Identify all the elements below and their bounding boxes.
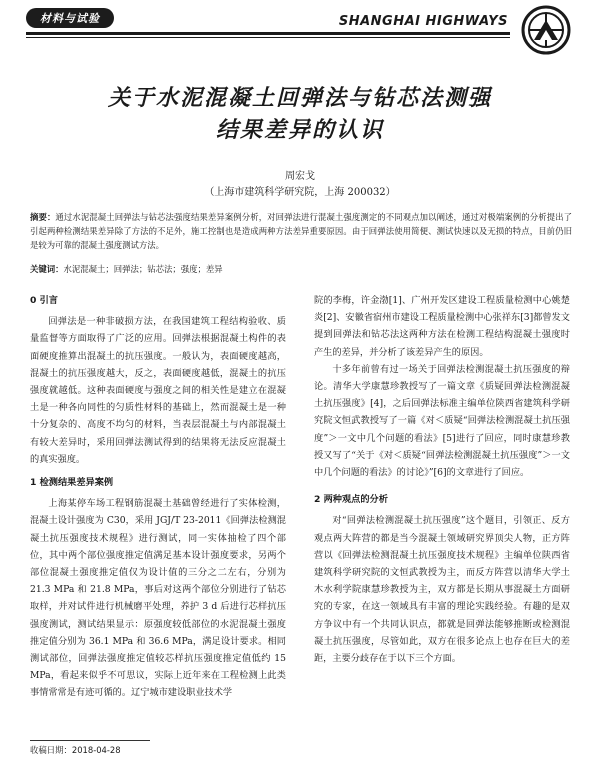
header-rule (26, 32, 510, 35)
section-badge: 材料与试验 (26, 8, 114, 28)
title-line-1: 关于水泥混凝土回弹法与钻芯法测强 (107, 85, 492, 111)
paragraph: 上海某停车场工程钢筋混凝土基础曾经进行了实体检测，混凝土设计强度为 C30，采用 JGJ/T 23-2011《回弹法检测混凝土抗压强度技术规程》进行测试，同一实体抽检了四个部位，其中两个部位强度推定值满足基本设计强度要求，另两个部位混凝土强度推定值仅为设计值的三分之二左右，分别为 21.3 MPa 和 21.8 MPa，事后对这两个部位分别进行了钻芯取样，并对试件进行机械磨平处理，养护 3 d 后进行芯样抗压强度测试，测试结果显示：原强度较低部位的水泥混凝土强度推定值分别为 36.1 MPa 和 36.6 MPa，满足设计要求。相同测试部位，回弹法强度推定值较芯样抗压强度推定值低约 15 MPa，看起来似乎不可思议，实际上近年来在工程检测上此类事情常常是有迹可循的。辽宁城市建设职业技术学 (30, 498, 286, 699)
keywords-label: 关键词： (30, 264, 64, 274)
section-heading: 2 两种观点的分析 (314, 494, 388, 506)
section-heading: 0 引言 (30, 295, 58, 306)
right-column (314, 292, 570, 667)
abstract (30, 210, 572, 252)
affiliation: （上海市建筑科学研究院，上海 200032） (204, 187, 396, 198)
paragraph: 回弹法是一种非破损方法，在我国建筑工程结构验收、质量监督等方面取得了广泛的应用。回弹法根据混凝土构件的表面硬度推算出混凝土的抗压强度。一般认为，表面硬度越高，混凝土的抗压强度越大，反之，表面硬度越低，混凝土的抗压强度就越低。这种表面硬度与强度之间的相关性是建立在混凝土是一种各向同性的匀质性材料的基础上，然而混凝土是一种十分复杂的、高度不均匀的材料，当表层混凝土与内部混凝土有较大差异时，采用回弹法测试得到的结果将无法反应混凝土的真实强度。 (30, 316, 286, 465)
left-column (30, 292, 286, 702)
paragraph: 院的李梅，许金渤[1]、广州开发区建设工程质量检测中心姚楚炎[2]、安徽省宿州市建设工程质量检测中心张祥东[3]都曾发文提到回弹法和钻芯法这两种方法在检测工程结构混凝土强度时产生的差异，并分析了该差异产生的原因。 (314, 295, 570, 358)
journal-logo-icon (520, 4, 572, 56)
received-date: 收稿日期：2018-04-28 (30, 745, 121, 755)
journal-header (0, 0, 600, 50)
abstract-label: 摘要： (30, 212, 56, 222)
footnote-rule (30, 740, 150, 741)
section-heading: 1 检测结果差异案例 (30, 477, 114, 489)
abstract-text: 通过水泥混凝土回弹法与钻芯法强度结果差异案例分析，对回弹法进行混凝土强度测定的不同观点加以阐述，通过对极端案例的分析提出了引起两种检测结果差异除了方法的不足外，施工控制也是造成两种方法差异重要原因。由于回弹法使用简便、测试快速以及无损的特点，目前仍旧是较为可靠的混凝土强度测试方法。 (30, 212, 573, 250)
title-line-2: 结果差异的认识 (215, 117, 384, 143)
journal-name: SHANGHAI HIGHWAYS (335, 14, 512, 29)
author: 周宏戈 (285, 171, 315, 182)
keywords (30, 262, 572, 276)
keywords-text: 水泥混凝土；回弹法；钻芯法；强度；差异 (63, 264, 223, 274)
article-title (0, 82, 600, 146)
header-rule-thin (26, 37, 510, 38)
paragraph: 对“回弹法检测混凝土抗压强度”这个题目，引领正、反方观点两大阵营的都是当今混凝土领域研究界顶尖人物，正方阵营以《回弹法检测混凝土抗压强度技术规程》主编单位陕西省建筑科学研究院的文恒武教授为主，而反方阵营以清华大学土木水利学院康慧珍教授为主，双方都是长期从事混凝土方面研究的专家，在这一领域具有丰富的理论实践经验。有趣的是双方争议中有一个共同认识点，都就是回弹法能够推断或检测混凝土抗压强度，尽管如此，双方在很多论点上也存在巨大的差距，主要分歧存在于以下三个方面。 (314, 515, 570, 665)
paragraph: 十多年前曾有过一场关于回弹法检测混凝土抗压强度的辩论。清华大学康慧珍教授写了一篇文章《质疑回弹法检测混凝土抗压强度》[4]，之后回弹法标准主编单位陕西省建筑科学研究院文恒武教授写了一篇《对＜质疑“回弹法检测混凝土抗压强度”＞一文中几个问题的看法》[5]进行了回应，同时康慧珍教授又写了“关于《对＜质疑“回弹法检测混凝土抗压强度”＞一文中几个问题的看法》的讨论》”[6]的文章进行了回应。 (314, 363, 570, 479)
